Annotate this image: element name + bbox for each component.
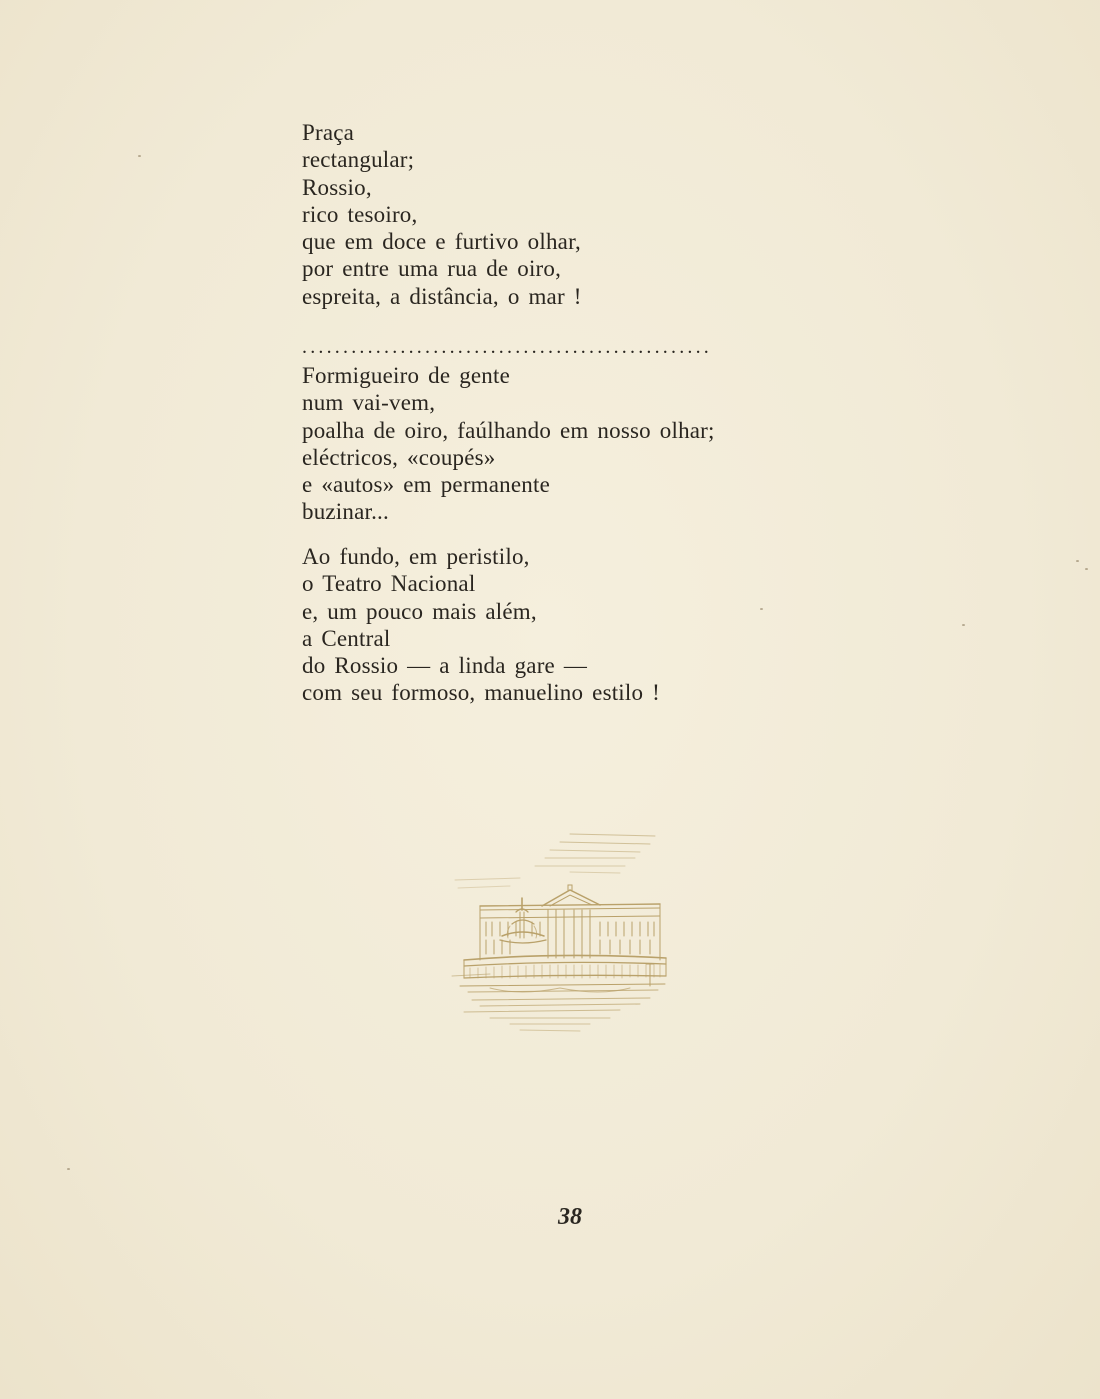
paper-speck — [760, 608, 763, 610]
poem-line: que em doce e furtivo olhar, — [302, 229, 581, 255]
poem-line: Formigueiro de gente — [302, 363, 511, 388]
poem-line: a Central — [302, 625, 391, 651]
theatre-fountain-engraving — [450, 828, 676, 1040]
page-number: 38 — [558, 1204, 582, 1230]
poem-line: espreita, a distância, o mar ! — [302, 283, 582, 309]
stanza-1 — [302, 119, 922, 310]
poem-line: do Rossio — a linda gare — — [302, 653, 588, 679]
paper-speck — [962, 624, 965, 626]
poem-line: buzinar... — [302, 499, 389, 525]
poem-line: Praça — [302, 120, 355, 145]
stanza-3 — [302, 543, 660, 707]
poem-line: rectangular; — [302, 147, 415, 173]
dotted-separator: .................................................. — [302, 336, 712, 358]
poem-line: Ao fundo, em peristilo, — [302, 544, 530, 569]
poem-line: e, um pouco mais além, — [302, 598, 537, 624]
paper-speck — [138, 155, 141, 157]
paper-speck — [1076, 560, 1079, 562]
poem-line: Rossio, — [302, 174, 372, 200]
poem-line: eléctricos, «coupés» — [302, 444, 496, 470]
poem-line: o Teatro Nacional — [302, 571, 476, 597]
poem-line: poalha de oiro, faúlhando em nosso olhar; — [302, 417, 715, 443]
paper-speck — [67, 1168, 70, 1170]
poem-line: num vai-vem, — [302, 390, 436, 416]
paper-speck — [1085, 568, 1088, 570]
poem-line: rico tesoiro, — [302, 201, 418, 227]
stanza-2 — [302, 362, 715, 526]
poem-line: com seu formoso, manuelino estilo ! — [302, 680, 660, 706]
poem-line: e «autos» em permanente — [302, 472, 550, 498]
poem-line: por entre uma rua de oiro, — [302, 256, 562, 282]
